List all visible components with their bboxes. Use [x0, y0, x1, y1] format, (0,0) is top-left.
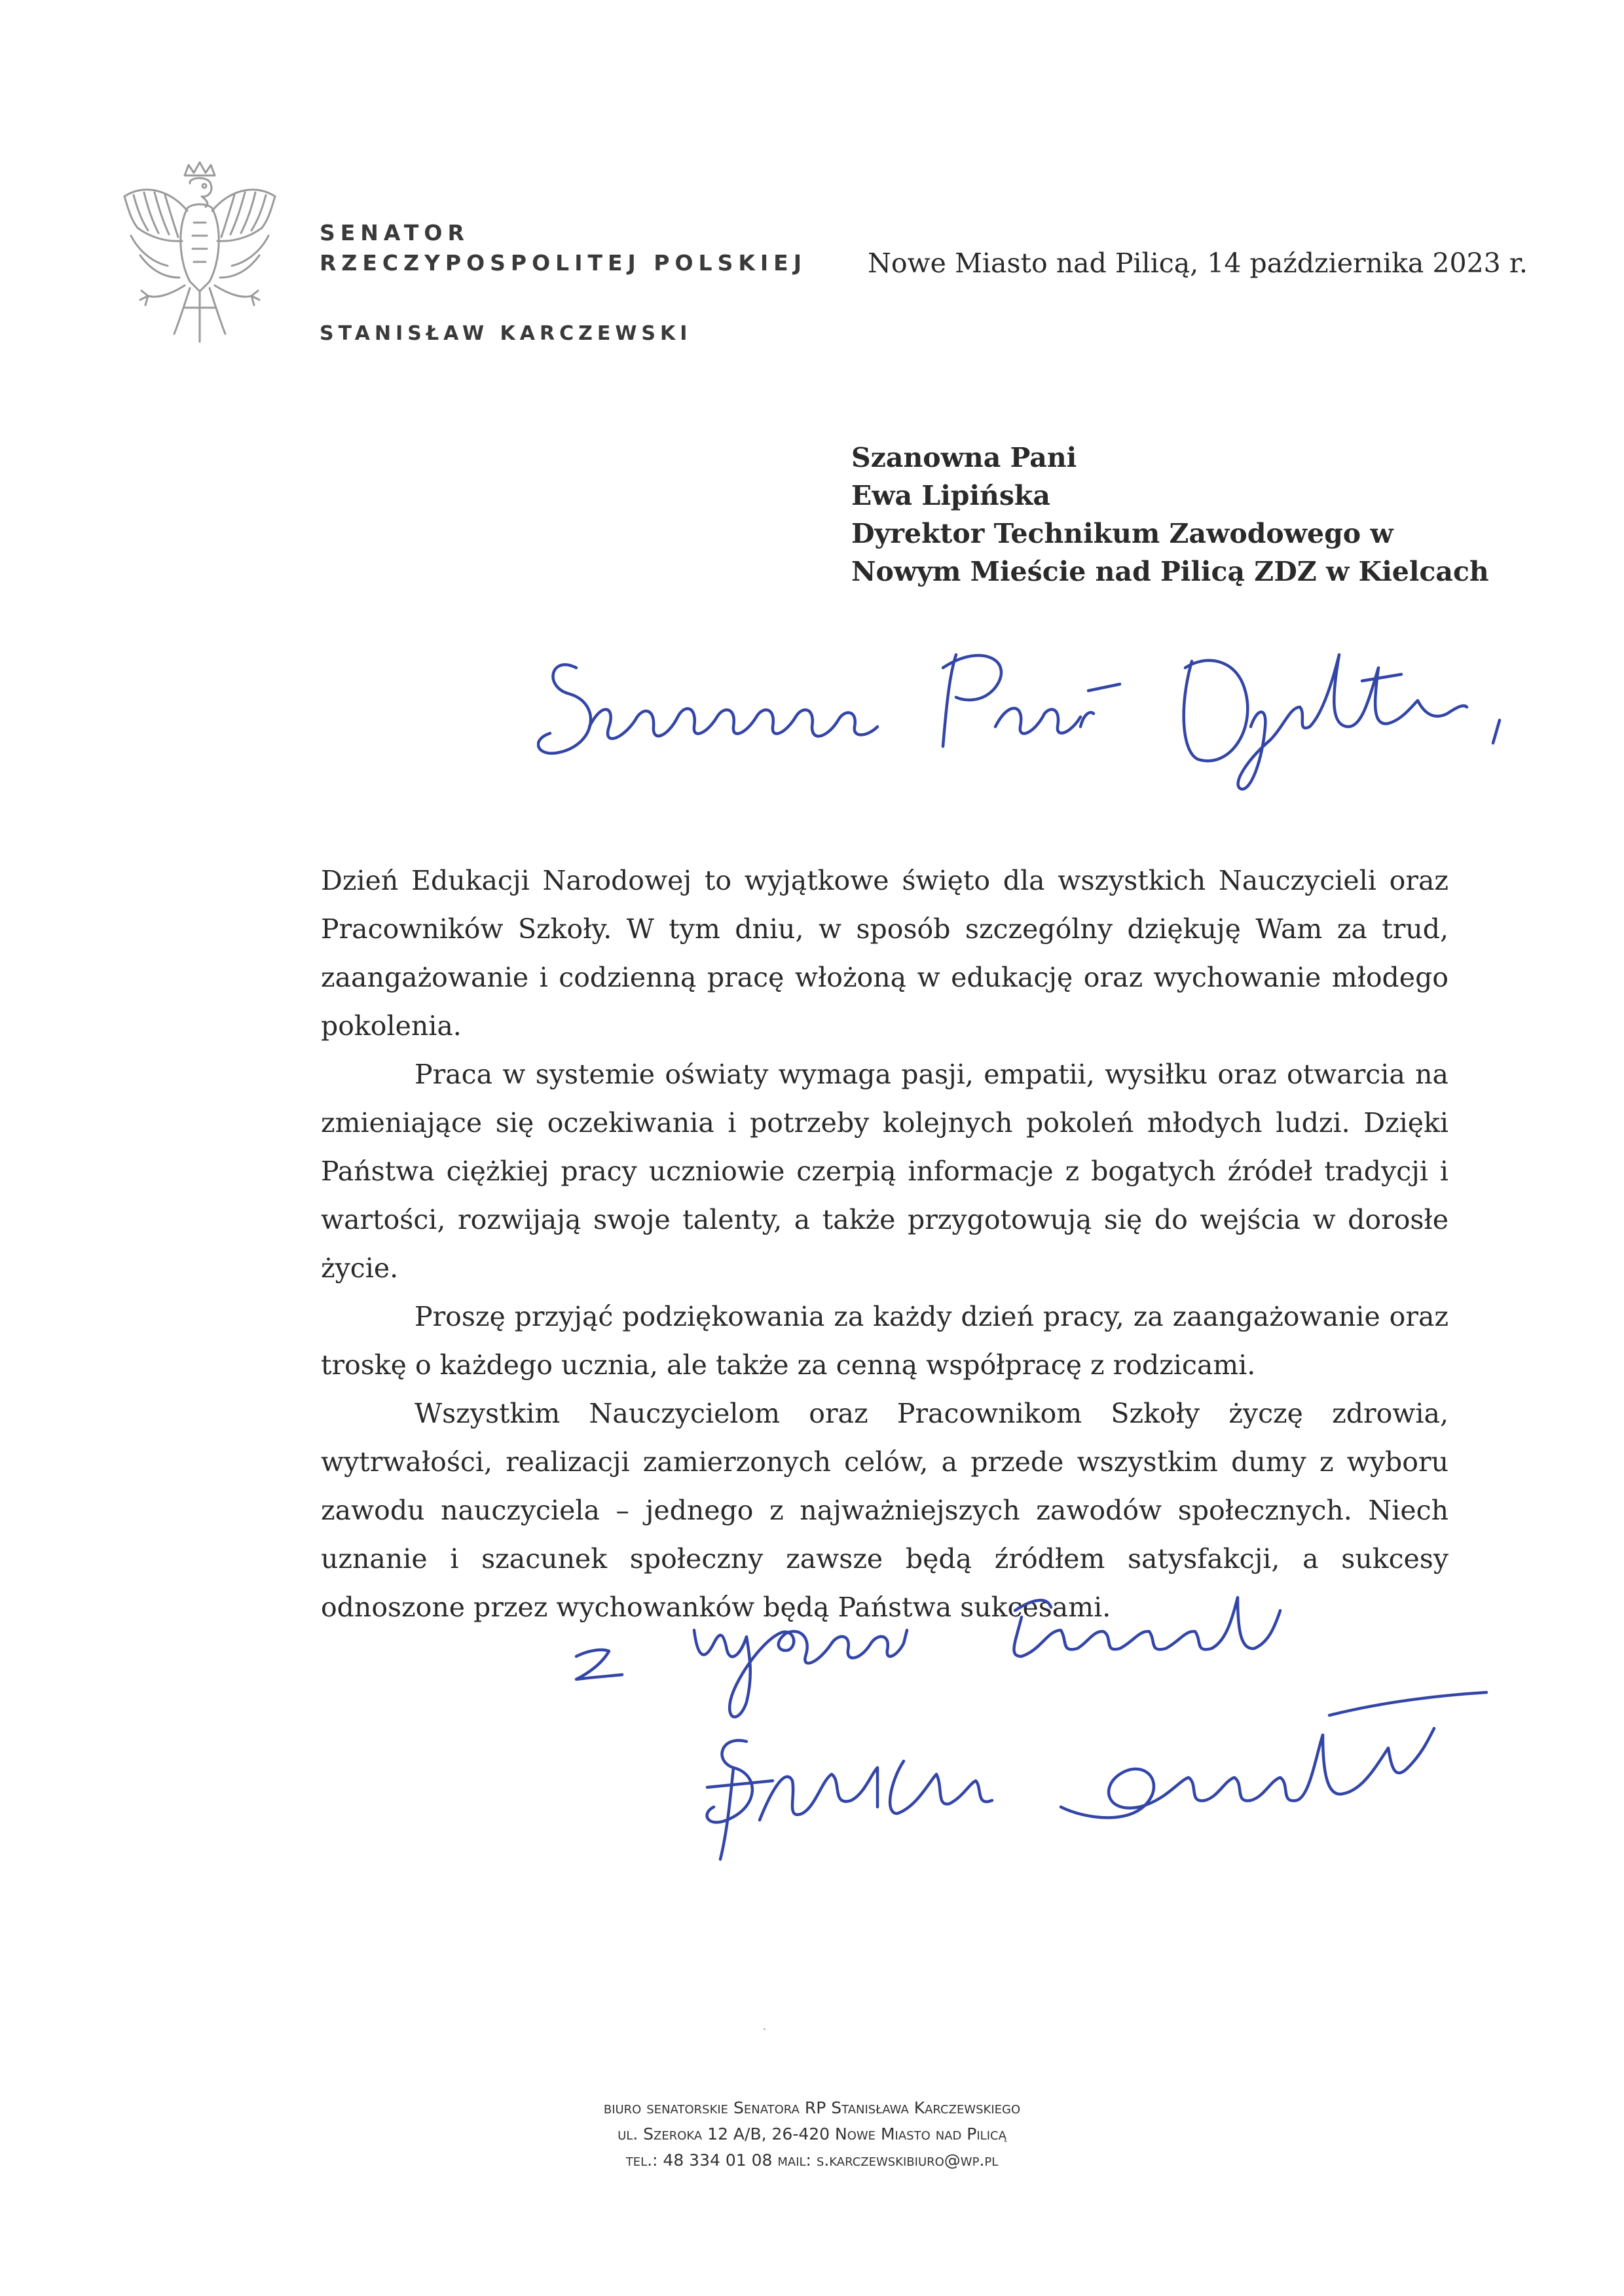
letter-body — [321, 856, 1449, 1631]
letter-date: Nowe Miasto nad Pilicą, 14 października 2023 r. — [868, 247, 1528, 279]
recipient-line-3: Dyrektor Technikum Zawodowego w — [851, 518, 1393, 549]
recipient-line-1: Szanowna Pani — [851, 442, 1077, 473]
recipient-line-2: Ewa Lipińska — [851, 480, 1050, 511]
footer-line-office: biuro senatorskie Senatora RP Stanisława Karczewskiego — [603, 2098, 1021, 2117]
handwritten-salutation — [537, 629, 1532, 799]
handwritten-closing-and-signature — [563, 1571, 1545, 1912]
letterhead-senator-name: STANISŁAW KARCZEWSKI — [320, 322, 692, 345]
recipient-block — [851, 439, 1489, 591]
body-paragraph-4: Wszystkim Nauczycielom oraz Pracownikom Szkoły życzę zdrowia, wytrwałości, realizacji zamierzonych celów, a przede wszystkim dumy z wyboru zawodu nauczyciela – jednego z najważniejszych zawodów społecznych. Niech uznanie i szacunek społeczny zawsze będą źródłem satysfakcji, a sukcesy odnoszone przez wychowanków będą Państwa sukcesami. — [321, 1398, 1449, 1623]
footer-address — [0, 2095, 1624, 2174]
letterhead-title-line2: RZECZYPOSPOLITEJ POLSKIEJ — [320, 250, 807, 276]
scan-dot — [764, 2028, 766, 2030]
recipient-line-4: Nowym Mieście nad Pilicą ZDZ w Kielcach — [851, 556, 1489, 587]
body-paragraph-1: Dzień Edukacji Narodowej to wyjątkowe święto dla wszystkich Nauczycieli oraz Pracowników Szkoły. W tym dniu, w sposób szczególny dziękuję Wam za trud, zaangażowanie i codzienną pracę włożoną w edukację oraz wychowanie młodego pokolenia. — [321, 865, 1449, 1042]
body-paragraph-3: Proszę przyjąć podziękowania za każdy dzień pracy, za zaangażowanie oraz troskę o każdego ucznia, ale także za cenną współpracę z rodzicami. — [321, 1301, 1449, 1381]
body-paragraph-2: Praca w systemie oświaty wymaga pasji, empatii, wysiłku oraz otwarcia na zmieniające się oczekiwania i potrzeby kolejnych pokoleń młodych ludzi. Dzięki Państwa ciężkiej pracy uczniowie czerpią informacje z bogatych źródeł tradycji i wartości, rozwijają swoje talenty, a także przygotowują się do wejścia w dorosłe życie. — [321, 1059, 1449, 1284]
letterhead-title-line1: SENATOR — [320, 220, 470, 246]
footer-line-address: ul. Szeroka 12 A/B, 26-420 Nowe Miasto nad Pilicą — [618, 2124, 1006, 2143]
polish-eagle-emblem-icon — [111, 157, 288, 354]
footer-line-contact: tel.: 48 334 01 08 mail: s.karczewskibiuro@wp.pl — [625, 2151, 999, 2170]
letterhead — [320, 218, 807, 349]
